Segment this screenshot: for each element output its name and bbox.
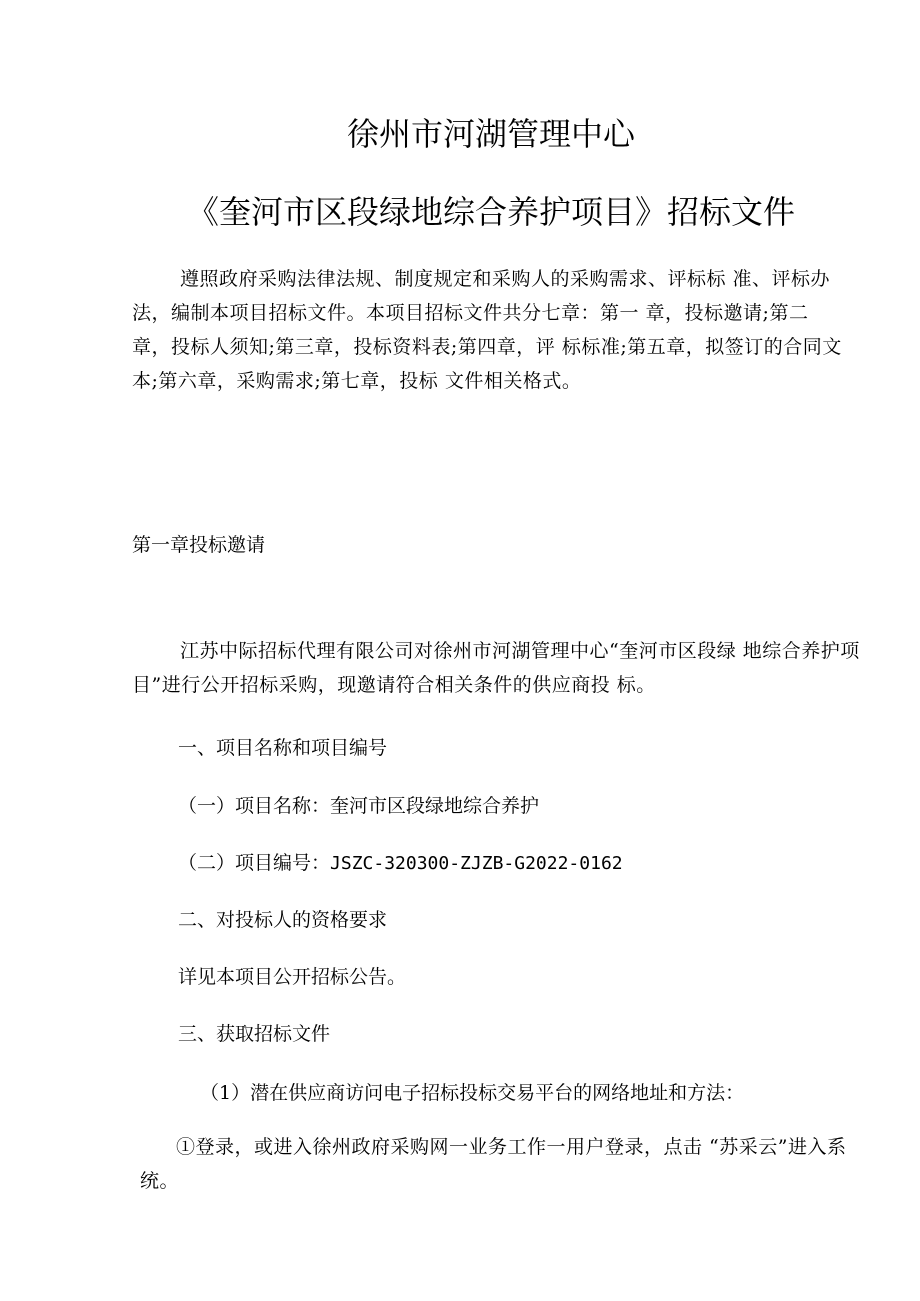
project-number-label: （二）项目编号： <box>178 852 331 874</box>
project-name-line <box>178 789 539 823</box>
section-heading-obtain-documents: 三、获取招标文件 <box>178 1023 331 1045</box>
platform-access-item: （1）潜在供应商访问电子招标投标交易平台的网络地址和方法： <box>200 1082 745 1104</box>
login-instructions: ①登录，或进入徐州政府采购网一业务工作一用户登录，点击 “苏采云”进入系统。 <box>140 1136 847 1192</box>
project-number-value: JSZC-320300-ZJZB-G2022-0162 <box>330 853 623 874</box>
project-name-value: 奎河市区段绿地综合养护 <box>330 795 540 817</box>
invitation-paragraph: 江苏中际招标代理有限公司对徐州市河湖管理中心“奎河市区段绿 地综合养护项目”进行公开招标采购，现邀请符合相关条件的供应商投 标。 <box>132 640 860 696</box>
qualification-text: 详见本项目公开招标公告。 <box>178 966 407 988</box>
chapter-heading: 第一章投标邀请 <box>132 534 266 556</box>
document-title-organization: 徐州市河湖管理中心 <box>346 115 635 153</box>
section-heading-qualification: 二、对投标人的资格要求 <box>178 909 388 931</box>
project-number-line <box>178 846 623 881</box>
project-name-label: （一）项目名称： <box>178 795 331 817</box>
document-title-project: 《奎河市区段绿地综合养护项目》招标文件 <box>186 193 795 231</box>
section-heading-project: 一、项目名称和项目编号 <box>178 737 388 759</box>
intro-paragraph: 遵照政府采购法律法规、制度规定和采购人的采购需求、评标标 准、评标办法，编制本项目招标文件。本项目招标文件共分七章：第一 章，投标邀请;第二章，投标人须知;第三章，投标资料表;第四章，评 标标准;第五章，拟签订的合同文本;第六章，采购需求;第七章，投标 文件相关格式。 <box>132 268 842 392</box>
